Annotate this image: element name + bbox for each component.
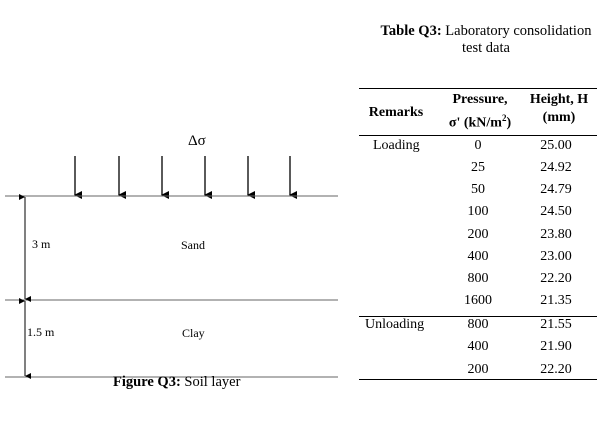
- table-row: [359, 339, 597, 361]
- pressure-cell: 50: [471, 182, 485, 197]
- pressure-cell: 400: [467, 339, 489, 354]
- table-row: [359, 293, 597, 315]
- table-row: [359, 227, 597, 249]
- load-increment-label: Δσ: [188, 133, 206, 149]
- table-caption-text: Laboratory consolidation: [441, 23, 592, 39]
- header-height-line2: (mm): [542, 110, 576, 125]
- table-caption-line2: test data: [462, 40, 510, 56]
- table-row: [359, 204, 597, 226]
- figure-caption: [113, 374, 240, 391]
- header-pressure: [437, 91, 523, 133]
- figure-caption-text: Soil layer: [180, 374, 241, 390]
- table-caption-number: Table Q3:: [380, 23, 442, 39]
- header-height: [521, 91, 597, 127]
- table-top-rule: [359, 88, 597, 89]
- table-row: [359, 362, 597, 384]
- height-cell: 24.92: [540, 160, 572, 175]
- header-bottom-rule: [359, 135, 597, 136]
- header-remarks: Remarks: [368, 105, 424, 120]
- pressure-cell: 25: [471, 160, 485, 175]
- table-row: [359, 249, 597, 271]
- pressure-cell: 400: [467, 249, 489, 264]
- height-cell: 21.90: [540, 339, 572, 354]
- pressure-cell: 0: [474, 138, 482, 153]
- height-cell: 23.80: [540, 227, 572, 242]
- clay-thickness-label: 1.5 m: [27, 325, 55, 339]
- table-row: [359, 138, 597, 160]
- height-cell: 22.20: [540, 362, 572, 377]
- height-cell: 21.55: [540, 317, 572, 332]
- table-caption: [362, 23, 610, 57]
- sand-layer-label: Sand: [181, 238, 205, 252]
- figure-caption-number: Figure Q3:: [113, 374, 181, 390]
- header-pressure-line2-suffix: ): [506, 115, 512, 131]
- table-row: [359, 271, 597, 293]
- height-cell: 23.00: [540, 249, 572, 264]
- table-row: [359, 182, 597, 204]
- clay-layer-label: Clay: [182, 326, 205, 340]
- header-pressure-line2-prefix: σ' (kN/m: [448, 115, 502, 131]
- pressure-cell: 100: [467, 204, 489, 219]
- height-cell: 22.20: [540, 271, 572, 286]
- pressure-cell: 800: [467, 271, 489, 286]
- pressure-cell: 200: [467, 362, 489, 377]
- height-cell: 21.35: [540, 293, 572, 308]
- table-row: [359, 160, 597, 182]
- remarks-cell: Loading: [373, 138, 420, 153]
- height-cell: 24.79: [540, 182, 572, 197]
- table-bottom-rule: [359, 379, 597, 380]
- height-cell: 24.50: [540, 204, 572, 219]
- height-cell: 25.00: [540, 138, 572, 153]
- header-pressure-sup: 2: [501, 113, 507, 123]
- sand-thickness-label: 3 m: [32, 237, 51, 251]
- load-arrows: [75, 156, 290, 195]
- pressure-cell: 200: [467, 227, 489, 242]
- remarks-cell: Unloading: [365, 317, 425, 332]
- pressure-cell: 800: [467, 317, 489, 332]
- header-pressure-line1: Pressure,: [452, 92, 508, 107]
- header-height-line1: Height, H: [529, 92, 589, 107]
- pressure-cell: 1600: [464, 293, 492, 308]
- table-row: [359, 317, 597, 339]
